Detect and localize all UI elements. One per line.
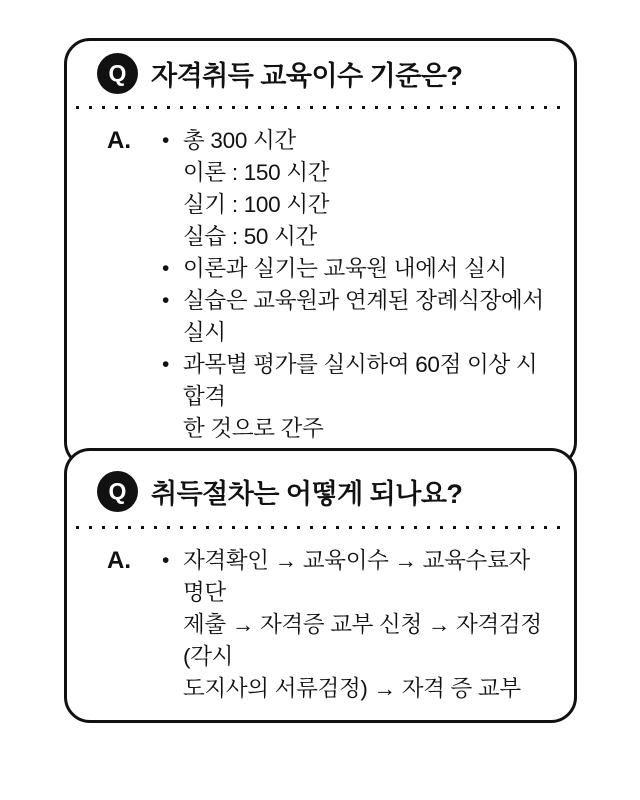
question-title: 취득절차는 어떻게 되나요? (151, 479, 463, 509)
answer-item-text: 이론과 실기는 교육원 내에서 실시 (183, 256, 507, 281)
answer-item (162, 349, 556, 445)
answer-item (162, 285, 556, 349)
answer-item-text: 자격확인 → 교육이수 → 교육수료자 명단 제출 → 자격증 교부 신청 → 자격검정(각시 도지사의 서류검정) → 자격 증 교부 (183, 548, 542, 701)
qa-card-acquisition-procedure (64, 448, 577, 723)
bullet-dot-icon: • (162, 289, 170, 312)
bullet-dot-icon: • (162, 257, 170, 280)
q-circle-icon (97, 53, 138, 94)
answer-item-text: 실습은 교육원과 연계된 장례식장에서 실시 (183, 288, 544, 345)
bullet-dot-icon: • (162, 549, 170, 572)
question-title: 자격취득 교육이수 기준은? (151, 61, 463, 91)
answer-item (162, 253, 556, 285)
answer-section (67, 109, 574, 465)
bullet-dot-icon: • (162, 353, 170, 376)
answer-list (162, 545, 556, 705)
answer-item-text: 총 300 시간 이론 : 150 시간 실기 : 100 시간 실습 : 50 시간 (183, 128, 330, 249)
bullet-dot-icon: • (162, 129, 170, 152)
q-letter: Q (108, 60, 127, 86)
q-circle-icon (97, 471, 138, 512)
answer-label: A. (107, 127, 131, 154)
answer-item (162, 125, 556, 253)
answer-label: A. (107, 547, 131, 574)
answer-list (162, 125, 556, 445)
answer-item-text: 과목별 평가를 실시하여 60점 이상 시 합격 한 것으로 간주 (183, 352, 538, 441)
question-header (67, 451, 574, 512)
question-header (67, 41, 574, 94)
qa-card-education-criteria (64, 38, 577, 468)
answer-section (67, 529, 574, 720)
answer-item (162, 545, 556, 705)
q-letter: Q (108, 478, 127, 504)
